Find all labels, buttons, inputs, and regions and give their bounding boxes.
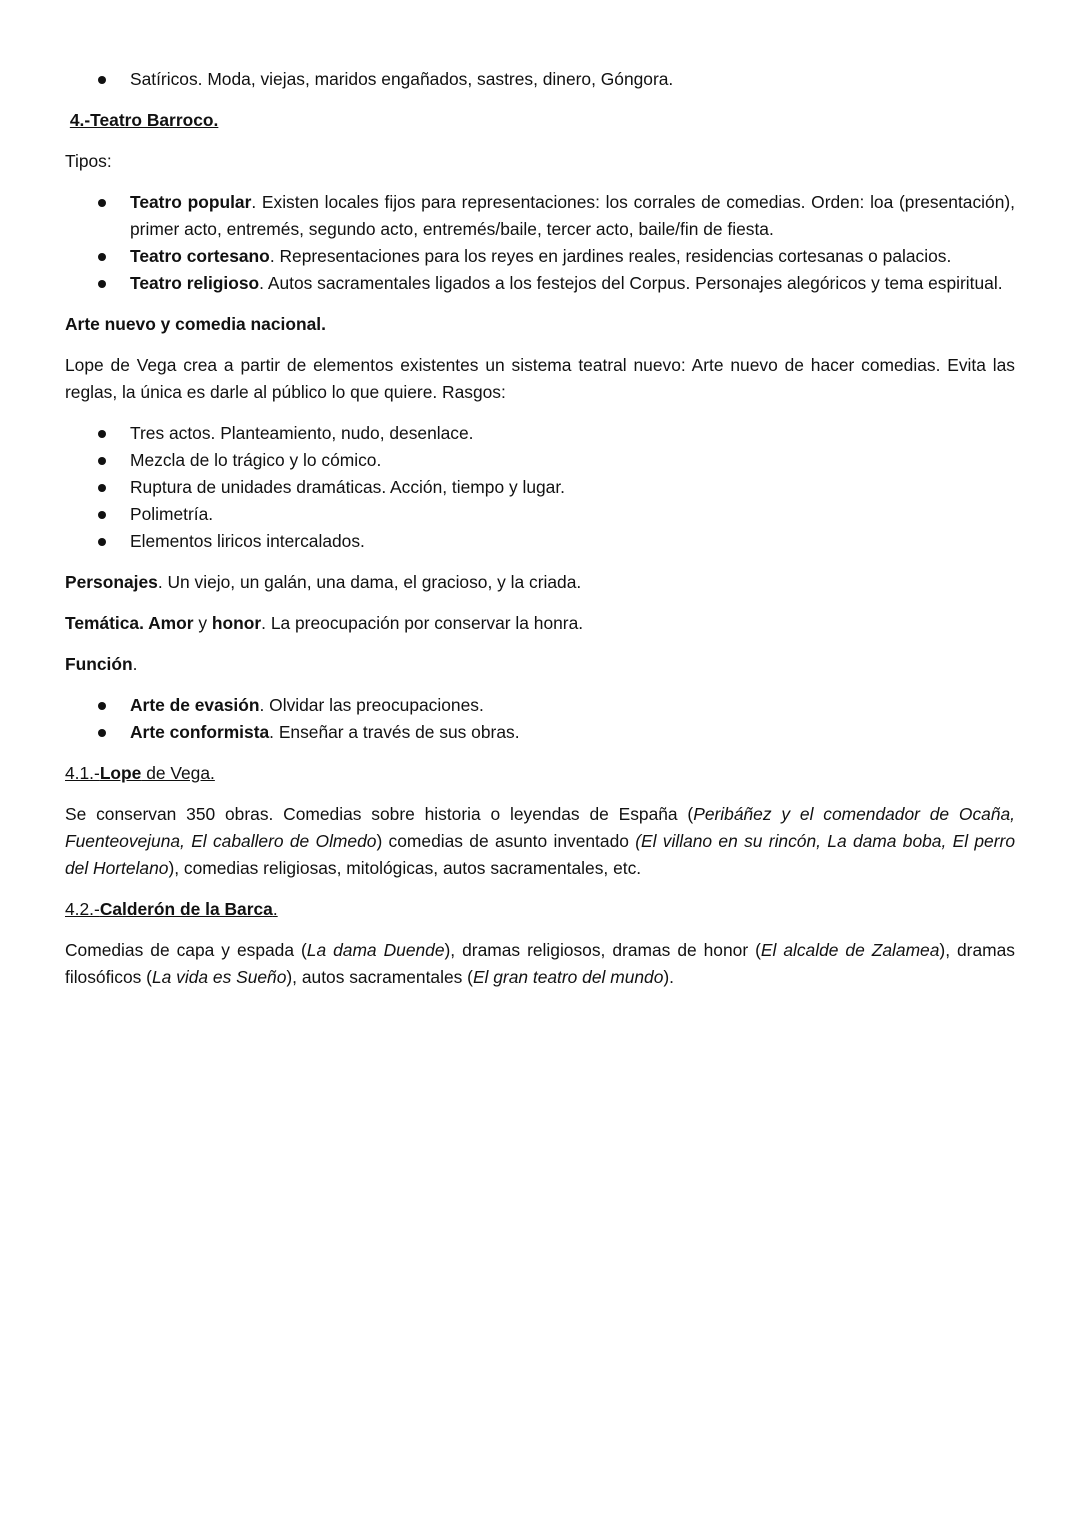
- funcion-heading: Función.: [65, 654, 138, 674]
- satiricos-list: [65, 66, 1015, 93]
- list-item: Teatro popular. Existen locales fijos para representaciones: los corrales de comedias. Orden: loa (presentación), primer acto, entremés, segundo acto, entremés/baile, tercer acto, baile/fin de fiesta.: [65, 189, 1015, 243]
- arte-nuevo-paragraph: Lope de Vega crea a partir de elementos existentes un sistema teatral nuevo: Arte nuevo de hacer comedias. Evita las reglas, la única es darle al público lo que quiere. Rasgos:: [65, 355, 1015, 402]
- list-item: Ruptura de unidades dramáticas. Acción, tiempo y lugar.: [65, 474, 1015, 501]
- tematica-paragraph: Temática. Amor y honor. La preocupación por conservar la honra.: [65, 613, 584, 633]
- list-item: Elementos liricos intercalados.: [65, 528, 1015, 555]
- lope-paragraph: Se conservan 350 obras. Comedias sobre historia o leyendas de España (Peribáñez y el comendador de Ocaña, Fuenteovejuna, El caballero de Olmedo) comedias de asunto inventado (El villano en su rincón, La dama boba, El perro del Hortelano), comedias religiosas, mitológicas, autos sacramentales, etc.: [65, 804, 1016, 878]
- tipos-list: [65, 189, 1015, 297]
- section-4-1-heading: 4.1.-Lope de Vega.: [65, 763, 215, 783]
- list-item: Arte de evasión. Olvidar las preocupaciones.: [65, 692, 1015, 719]
- list-item: Satíricos. Moda, viejas, maridos engañados, sastres, dinero, Góngora.: [65, 66, 1015, 93]
- personajes-paragraph: Personajes. Un viejo, un galán, una dama, el gracioso, y la criada.: [65, 572, 582, 592]
- list-item: Teatro religioso. Autos sacramentales ligados a los festejos del Corpus. Personajes alegóricos y tema espiritual.: [65, 270, 1015, 297]
- tipos-label: Tipos:: [65, 151, 112, 171]
- list-item: Teatro cortesano. Representaciones para los reyes en jardines reales, residencias cortesanas o palacios.: [65, 243, 1015, 270]
- section-4-heading: 4.-Teatro Barroco.: [69, 110, 219, 130]
- list-item: Tres actos. Planteamiento, nudo, desenlace.: [65, 420, 1015, 447]
- section-4-2-heading: 4.2.-Calderón de la Barca.: [65, 899, 278, 919]
- document-content: [65, 66, 1015, 1005]
- funciones-list: [65, 692, 1015, 746]
- list-item: Arte conformista. Enseñar a través de sus obras.: [65, 719, 1015, 746]
- arte-nuevo-heading: Arte nuevo y comedia nacional.: [65, 314, 326, 334]
- calderon-paragraph: Comedias de capa y espada (La dama Duende), dramas religiosos, dramas de honor (El alcalde de Zalamea), dramas filosóficos (La vida es Sueño), autos sacramentales (El gran teatro del mundo).: [65, 940, 1015, 987]
- list-item: Mezcla de lo trágico y lo cómico.: [65, 447, 1015, 474]
- list-item: Polimetría.: [65, 501, 1015, 528]
- rasgos-list: [65, 420, 1015, 555]
